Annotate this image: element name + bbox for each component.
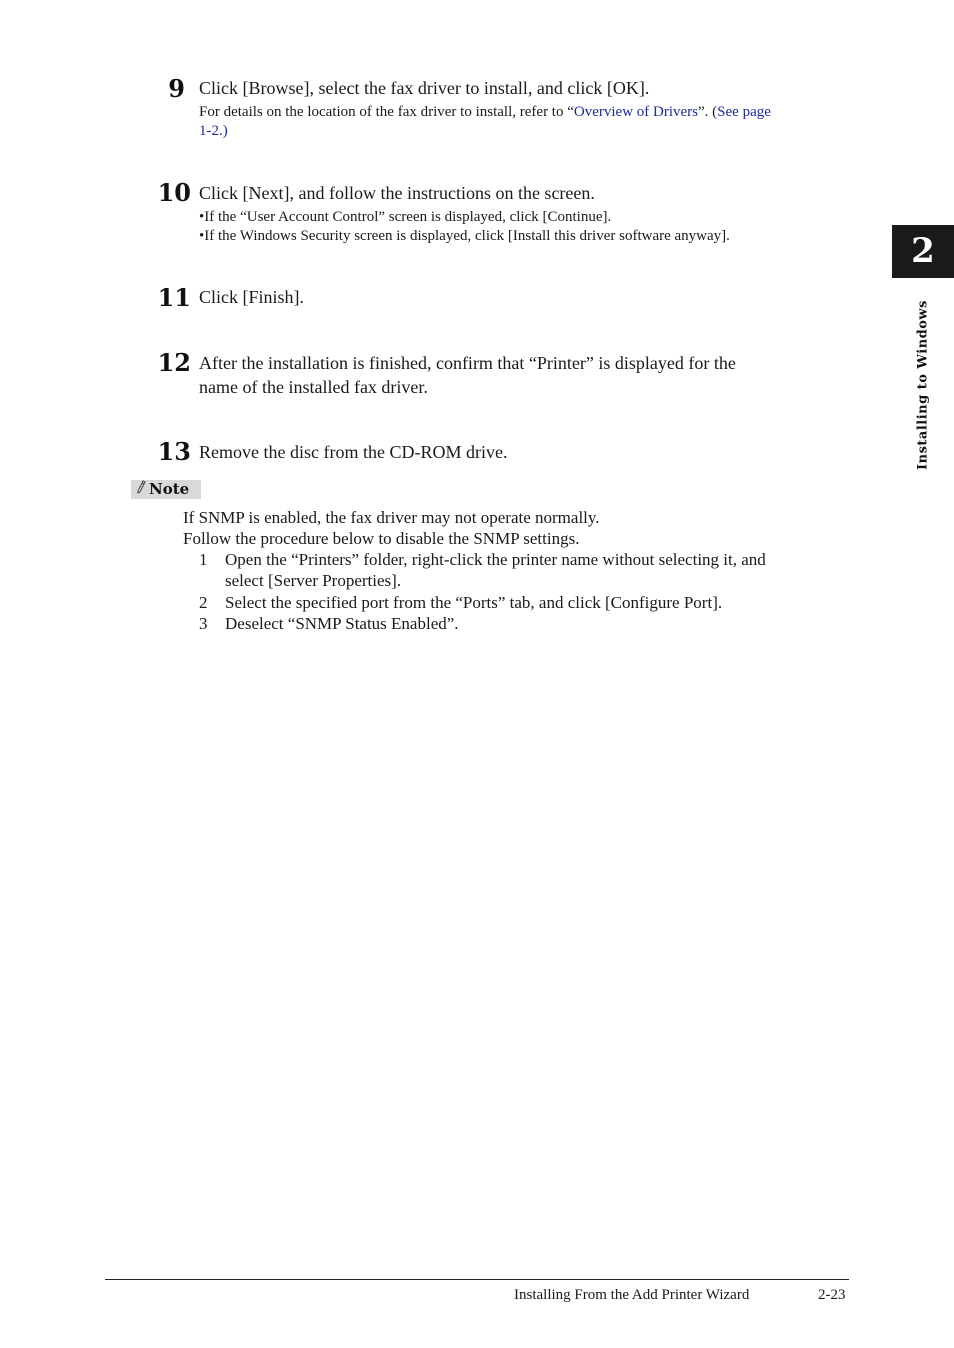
bullet-item: •If the Windows Security screen is displayed, click [Install this driver software anyway]. bbox=[199, 228, 730, 244]
detail-post: ) bbox=[222, 123, 228, 139]
footer-section-title: Installing From the Add Printer Wizard bbox=[514, 1287, 750, 1303]
note-item-1-line2: select [Server Properties]. bbox=[225, 571, 402, 590]
pencil-icon bbox=[136, 480, 146, 499]
step-9-text: Click [Browse], select the fax driver to install, and click [OK]. bbox=[199, 78, 650, 98]
bullet-text: If the Windows Security screen is displayed, click [Install this driver software anyway]. bbox=[204, 228, 730, 244]
step-10-text: Click [Next], and follow the instructions on the screen. bbox=[199, 183, 595, 203]
note-para-2: Follow the procedure below to disable the SNMP settings. bbox=[183, 529, 580, 548]
footer-rule bbox=[105, 1279, 849, 1280]
note-label bbox=[131, 480, 201, 499]
footer-page-number: 2-23 bbox=[818, 1287, 846, 1303]
page-ref-link[interactable]: 1-2. bbox=[199, 123, 223, 139]
note-label-text: Note bbox=[149, 480, 190, 498]
step-12-text-line2: name of the installed fax driver. bbox=[199, 377, 428, 397]
step-number-11: 11 bbox=[157, 283, 191, 312]
step-number-10: 10 bbox=[157, 178, 191, 207]
note-item-3-text: Deselect “SNMP Status Enabled”. bbox=[225, 614, 459, 633]
step-12-text-line1: After the installation is finished, confirm that “Printer” is displayed for the bbox=[199, 353, 736, 373]
step-number-12: 12 bbox=[157, 348, 191, 377]
step-number-9: 9 bbox=[168, 74, 185, 103]
bullet-item: •If the “User Account Control” screen is displayed, click [Continue]. bbox=[199, 209, 612, 225]
chapter-side-title: Installing to Windows bbox=[915, 300, 931, 470]
bullet-text: If the “User Account Control” screen is displayed, click [Continue]. bbox=[204, 209, 612, 225]
note-item-number: 1 bbox=[199, 550, 208, 569]
overview-of-drivers-link[interactable]: Overview of Drivers bbox=[573, 104, 699, 120]
step-11-text: Click [Finish]. bbox=[199, 287, 305, 307]
note-item-1-line1: Open the “Printers” folder, right-click the printer name without selecting it, and bbox=[225, 550, 766, 569]
note-item-number: 3 bbox=[199, 614, 208, 633]
step-13-text: Remove the disc from the CD-ROM drive. bbox=[199, 442, 508, 462]
step-9-detail bbox=[199, 103, 849, 141]
see-page-link[interactable]: See page bbox=[717, 104, 771, 120]
detail-pre: For details on the location of the fax driver to install, refer to “ bbox=[199, 104, 574, 120]
note-item-number: 2 bbox=[199, 593, 208, 612]
step-number-13: 13 bbox=[157, 437, 191, 466]
note-para-1: If SNMP is enabled, the fax driver may not operate normally. bbox=[183, 508, 600, 527]
detail-mid: ”. ( bbox=[698, 104, 718, 120]
note-item-2-text: Select the specified port from the “Ports” tab, and click [Configure Port]. bbox=[225, 593, 723, 612]
chapter-number-tab: 2 bbox=[892, 225, 954, 278]
